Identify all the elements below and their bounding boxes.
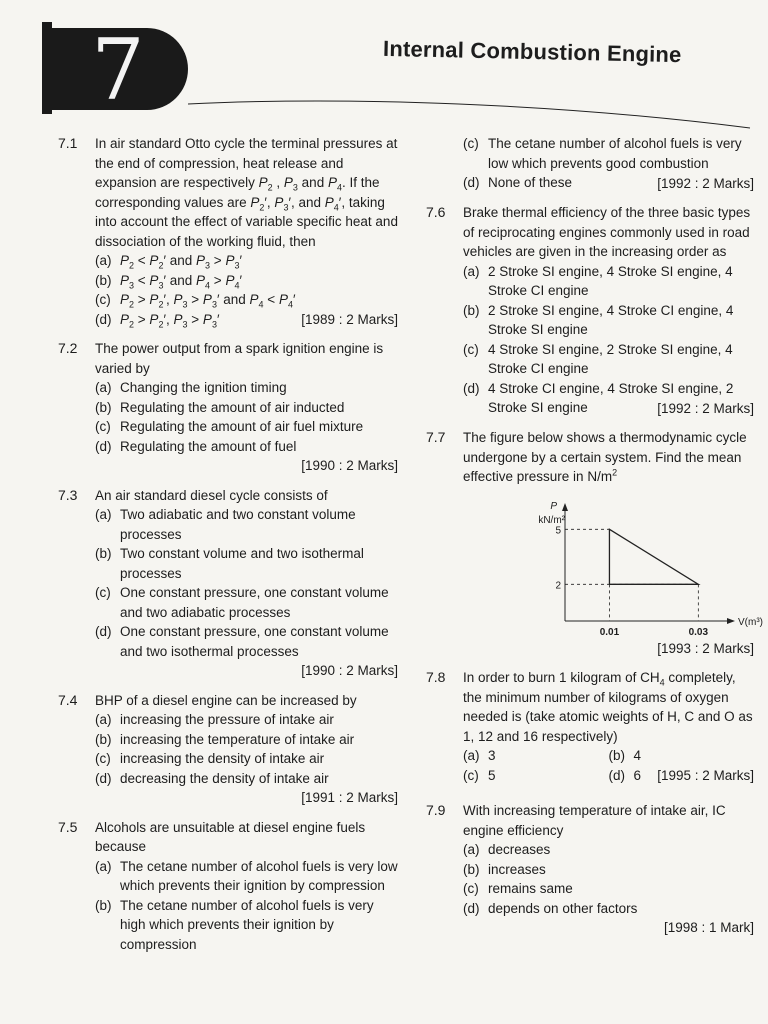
question-number: 7.4	[58, 691, 78, 708]
option-c: (c) remains same	[463, 881, 573, 896]
question-number: 7.2	[58, 340, 78, 356]
option-d: (d) depends on other factors	[463, 900, 638, 916]
x-axis-label: V(m³)	[738, 616, 763, 628]
option-b: (b) The cetane number of alcohol fuels is very high which prevents their ignition by compression	[95, 897, 374, 952]
option-b: (b) 4	[608, 748, 642, 763]
question-7-4	[58, 691, 398, 808]
option-d: (d) None of these	[463, 175, 573, 190]
question-7-5	[58, 818, 398, 955]
option-c: (c) One constant pressure, one constant volume and two adiabatic processes	[95, 585, 389, 620]
option-c: (c) The cetane number of alcohol fuels is very low which prevents good combustion	[463, 136, 742, 171]
y-tick-label: 2	[555, 579, 561, 591]
option-d: (d) 6 [1995 : 2 Marks]	[609, 766, 755, 786]
question-text: Alcohols are unsuitable at diesel engine fuels because	[95, 819, 366, 854]
pv-diagram-svg	[523, 495, 763, 635]
question-7-1	[58, 134, 398, 329]
question-text: An air standard diesel cycle consists of	[95, 487, 328, 503]
option-d: (d) decreasing the density of intake air	[95, 770, 329, 786]
option-a: (a) Changing the ignition timing	[95, 380, 287, 395]
marks: [1990 : 2 Marks]	[301, 663, 398, 678]
marks: [1995 : 2 Marks]	[657, 767, 754, 783]
right-column	[426, 134, 763, 948]
option-d: (d) Regulating the amount of fuel	[95, 438, 297, 454]
question-text: In order to burn 1 kilogram of $CH_4$ completely, the minimum number of kilograms of oxygen needed is (take atomic weights of H, C and O as 1, 12 and 16 respectively)	[463, 670, 753, 744]
option-a: (a) increasing the pressure of intake air	[95, 712, 334, 727]
option-d: (d) $P_2 > P_2'$, $P_3 > P_3'$ [1989 : 2 Marks]	[95, 311, 398, 330]
option-a: (a) 2 Stroke SI engine, 4 Stroke SI engine, 4 Stroke CI engine	[463, 263, 733, 298]
x-tick-label: 0.03	[688, 626, 709, 635]
left-column	[58, 134, 398, 964]
option-d: (d) One constant pressure, one constant volume and two isothermal processes	[95, 624, 389, 659]
option-b: (b) 2 Stroke SI engine, 4 Stroke CI engine, 4 Stroke SI engine	[463, 302, 734, 337]
option-a: (a) The cetane number of alcohol fuels is very low which prevents their ignition by compression	[95, 858, 398, 893]
question-number: 7.9	[426, 802, 446, 818]
option-a: (a) decreases	[463, 842, 551, 857]
question-number: 7.1	[58, 135, 78, 151]
option-b: (b) $P_3 < P_3'$ and $P_4 > P_4'$	[95, 272, 242, 291]
y-axis-label-unit: kN/m²	[538, 514, 565, 526]
question-7-8	[426, 668, 754, 785]
question-7-7	[426, 428, 763, 658]
question-7-6	[426, 203, 754, 418]
question-text: With increasing temperature of intake air, IC engine efficiency	[463, 803, 726, 838]
option-d: (d) 4 Stroke CI engine, 4 Stroke SI engine, 2 Stroke SI engine	[463, 380, 734, 415]
option-c: (c) increasing the density of intake air	[95, 751, 325, 766]
question-number: 7.8	[426, 669, 446, 685]
option-a: (a) $P_2 < P_2'$ and $P_3 > P_3'$	[95, 253, 242, 271]
option-a: (a) 3	[463, 748, 496, 763]
chapter-header	[0, 0, 768, 130]
marks: [1991 : 2 Marks]	[301, 790, 398, 805]
question-number: 7.6	[426, 204, 446, 220]
question-number: 7.5	[58, 818, 78, 835]
option-b: (b) Two constant volume and two isothermal processes	[95, 546, 364, 581]
question-text: In air standard Otto cycle the terminal pressures at the end of compression, heat release and expansion are respectively $P_2$ , $P_3$ and $P_4$. If the corresponding values are $P_2'$, $P_3'$, and $P_4'$, taking into account the effect of variable specific heat and dissociation of the working fluid, then	[95, 136, 398, 249]
marks: [1998 : 1 Mark]	[663, 920, 754, 935]
option-b: (b) increasing the temperature of intake air	[95, 731, 355, 747]
option-c: (c) 4 Stroke SI engine, 2 Stroke SI engine, 4 Stroke CI engine	[463, 341, 733, 376]
marks: [1992 : 2 Marks]	[657, 400, 754, 416]
marks: [1992 : 2 Marks]	[657, 175, 754, 191]
x-tick-label: 0.01	[599, 626, 620, 635]
cycle-path	[609, 529, 698, 584]
x-axis-arrow	[727, 618, 735, 624]
option-b: (b) Regulating the amount of air inducted	[95, 399, 345, 415]
question-number: 7.3	[58, 486, 78, 503]
question-text: The figure below shows a thermodynamic cycle undergone by a certain system. Find the mean effective pressure in $N/m^2$	[463, 430, 747, 484]
marks: [1993 : 2 Marks]	[657, 640, 754, 656]
question-text: BHP of a diesel engine can be increased by	[95, 692, 357, 708]
option-c: (c) 5	[463, 767, 496, 783]
chapter-number: 7	[91, 21, 145, 119]
option-b: (b) increases	[463, 861, 546, 877]
option-c: (c) $P_2 > P_2'$, $P_3 > P_3'$ and $P_4 < P_4'$	[95, 292, 296, 310]
y-tick-label: 5	[555, 524, 561, 536]
question-text: Brake thermal efficiency of the three basic types of reciprocating engines commonly used in road vehicles are given in the increasing order as	[463, 205, 751, 259]
question-text: The power output from a spark ignition engine is varied by	[95, 341, 384, 376]
marks: [1989 : 2 Marks]	[301, 311, 398, 327]
option-a: (a) Two adiabatic and two constant volume processes	[95, 507, 356, 542]
y-axis-label-p: P	[550, 500, 557, 512]
pv-diagram	[523, 495, 763, 635]
question-number: 7.7	[426, 429, 446, 445]
option-c: (c) Regulating the amount of air fuel mixture	[95, 419, 364, 434]
marks: [1990 : 2 Marks]	[301, 458, 398, 473]
chapter-title: Internal Combustion Engine	[382, 35, 682, 68]
y-axis-arrow	[562, 503, 568, 511]
question-7-5-continued	[426, 134, 754, 193]
question-7-2	[58, 339, 398, 476]
question-7-3	[58, 486, 398, 681]
question-7-9	[426, 801, 754, 938]
